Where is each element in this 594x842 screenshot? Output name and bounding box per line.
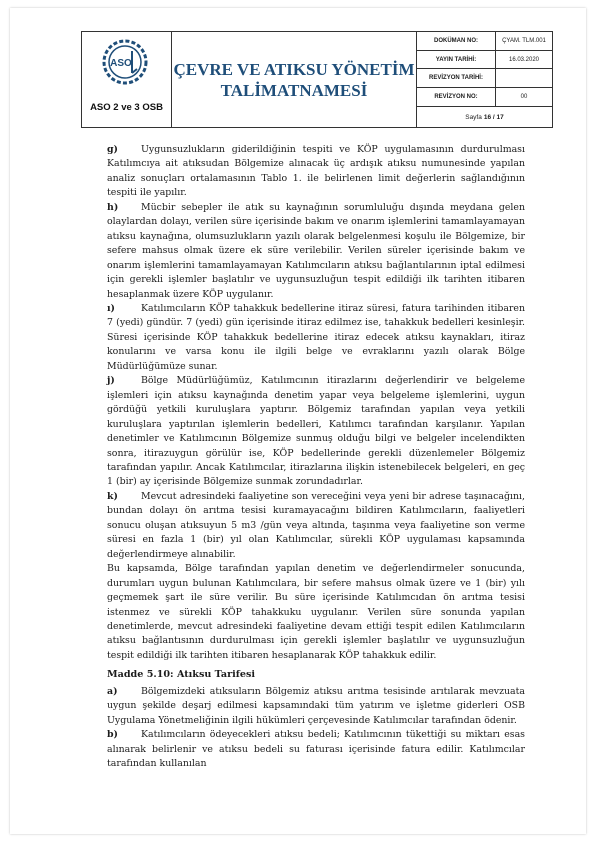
aso-logo-icon <box>102 39 148 85</box>
clause-text: Bölgemizdeki atıksuların Bölgemiz atıksu arıtma tesisinde arıtılarak mevzuata uygun şekilde deşarj edilmesi kapsamındaki tüm yatırım ve işletme giderleri OSB Uygulama Yönetmeliğinin ilgili hükümleri çerçevesinde Katılımcılar tarafından ödenir. <box>107 685 525 726</box>
clause-text: Mevcut adresindeki faaliyetine son vereceğini veya yeni bir adrese taşınacağını, bundan dolayı ön arıtma tesisi kuramayacağını bildiren Katılımcıların, faaliyetleri sonucu oluşan atıksuyun 5 m3 /gün veya altında, taşınma veya faaliyetine son verme süresi en fazla 1 (bir) yıl olan Katılımcılar, sürekli KÖP uygulaması kapsamında değerlendirmeye alınabilir. <box>107 490 525 560</box>
logo-cell <box>82 32 172 127</box>
page-number: 16 / 17 <box>483 113 504 121</box>
meta-row <box>417 69 552 88</box>
meta-row <box>417 88 552 107</box>
clause-letter: g) <box>107 144 118 155</box>
revision-no-label: REVİZYON NO: <box>417 88 496 107</box>
clause-letter: h) <box>107 201 119 213</box>
meta-row <box>417 32 552 50</box>
clause-text: Katılımcıların KÖP tahakkuk bedellerine itiraz süresi, fatura tarihinden itibaren 7 (yedi) gündür. 7 (yedi) gün içerisinde itiraz edilmez ise, tahakkuk bedelleri kesinleşir. Süresi içerisinde KÖP tahakkuk bedellerine itiraz edecek atıksu kaynakları, itiraz konularını ve varsa konu ile ilgili belge ve evraklarını yazılı olarak Bölge Müdürlüğümüze sunar. <box>107 302 525 372</box>
clause-letter: b) <box>107 729 118 741</box>
title-line-1: ÇEVRE VE ATIKSU YÖNETİM <box>173 59 415 79</box>
publish-date-label: YAYIN TARİHİ: <box>417 50 496 69</box>
document-meta-table <box>417 32 552 107</box>
publish-date-value: 16.03.2020 <box>496 50 553 69</box>
revision-date-value <box>496 69 553 88</box>
clause-j <box>107 374 525 490</box>
document-header <box>81 31 553 128</box>
section-heading: Madde 5.10: Atıksu Tarifesi <box>107 669 256 681</box>
page-label: Sayfa <box>465 113 482 121</box>
clause-text: Katılımcıların ödeyecekleri atıksu bedeli; Katılımcının tükettiği su miktarı esas alınarak belirlenir ve atıksu bedeli su faturası içerisinde fatura edilir. Katılımcılar tarafından kullanılan <box>107 729 525 770</box>
clause-text: Bölge Müdürlüğümüz, Katılımcının itirazlarını değerlendirir ve belgeleme işlemleri için atıksu kaynağında denetim yapar veya belgeleme işlemlerini, uygun gördüğü yetkili kuruluşlara yaptırır. Bölgemiz tarafından yapılan veya yetkili kuruluşlara yaptırılan işlemlerin bedelleri, Katılımcı tarafından karşılanır. Yapılan denetimler ve Katılımcının Bölgemize sunmuş olduğu bilgi ve belgeler incelendikten sonra, itirazuygun görülür ise, KÖP bedellerinde gerekli düzenlemeler Bölgemiz tarafından yapılır. Ancak Katılımcılar, itirazlarına ilişkin istenebilecek belgeleri, en geç 1 (bir) ay içerisinde Bölgemize sunmak zorundadırlar. <box>107 375 525 488</box>
clause-h <box>107 201 525 302</box>
clause-letter: ı) <box>107 302 115 314</box>
svg-text:ASO: ASO <box>110 58 132 69</box>
clause-text: Mücbir sebepler ile atık su kaynağının sorumluluğu dışında meydana gelen olaylardan dolayı, verilen süre içerisinde bakım ve onarım işlemlerini tamamlayamayan atıksu kaynağına, olumsuzlukların yazılı olarak belgelenmesi koşulu ile Bölgemize, bir sefere mahsus olmak üzere ek süre verilebilir. Verilen süreler içerisinde bakım ve onarım işlemlerini tamamlayamayan Katılımcıların atıksu bağlantılarının iptal edilmesi için gerekli işlemler başlatılır ve uygunsuzluğun tespit edildiği ilk tarihten itibaren hesaplanmak üzere KÖP uygulanır. <box>107 201 525 300</box>
document-body <box>107 143 525 771</box>
page-indicator <box>417 107 552 127</box>
title-line-2: TALİMATNAMESİ <box>220 80 368 100</box>
doc-no-value: ÇYAM. TLM.001 <box>496 32 553 50</box>
doc-no-label: DOKÜMAN NO: <box>417 32 496 50</box>
clause-letter: a) <box>107 685 118 697</box>
clause-k <box>107 490 525 562</box>
org-name: ASO 2 ve 3 OSB <box>90 102 163 113</box>
clause-b <box>107 728 525 771</box>
clause-text: Uygunsuzlukların giderildiğinin tespiti ve KÖP uygulamasının durdurulması Katılımcıya ait atıksudan Bölgemize alınacak üç ardışık atıksu numunesinde yapılan analiz sonuçları ortalamasının Tablo 1. ile belirlenen limit değerlerin sağlandığının tespiti ile yapılır. <box>107 144 525 199</box>
meta-row <box>417 50 552 69</box>
document-page <box>10 8 586 834</box>
clause-i <box>107 302 525 374</box>
document-title <box>172 32 417 127</box>
clause-letter: j) <box>107 375 115 387</box>
clause-g <box>107 143 525 201</box>
revision-date-label: REVİZYON TARİHİ: <box>417 69 496 88</box>
scope-paragraph: Bu kapsamda, Bölge tarafından yapılan denetim ve değerlendirmeler sonucunda, durumları uygun bulunan Katılımcılara, bir sefere mahsus olmak üzere ve 1 (bir) yılı geçmemek şart ile süre verilir. Bu süre içerisinde Katılımcıdan ön arıtma tesisi istenmez ve sürekli KÖP tahakkuku uygulanır. Verilen süre sonunda yapılan denetimlerde, mevcut adresindeki faaliyetine devam ettiği tespit edilen Katılımcıların atıksu bağlantısının durdurulması için gerekli işlemler başlatılır ve uygunsuzluğun tespit edildiği ilk tarihten itibaren hesaplanarak KÖP tahakkuk edilir. <box>107 563 525 661</box>
revision-no-value: 00 <box>496 88 553 107</box>
clause-a <box>107 685 525 728</box>
clause-letter: k) <box>107 490 118 502</box>
